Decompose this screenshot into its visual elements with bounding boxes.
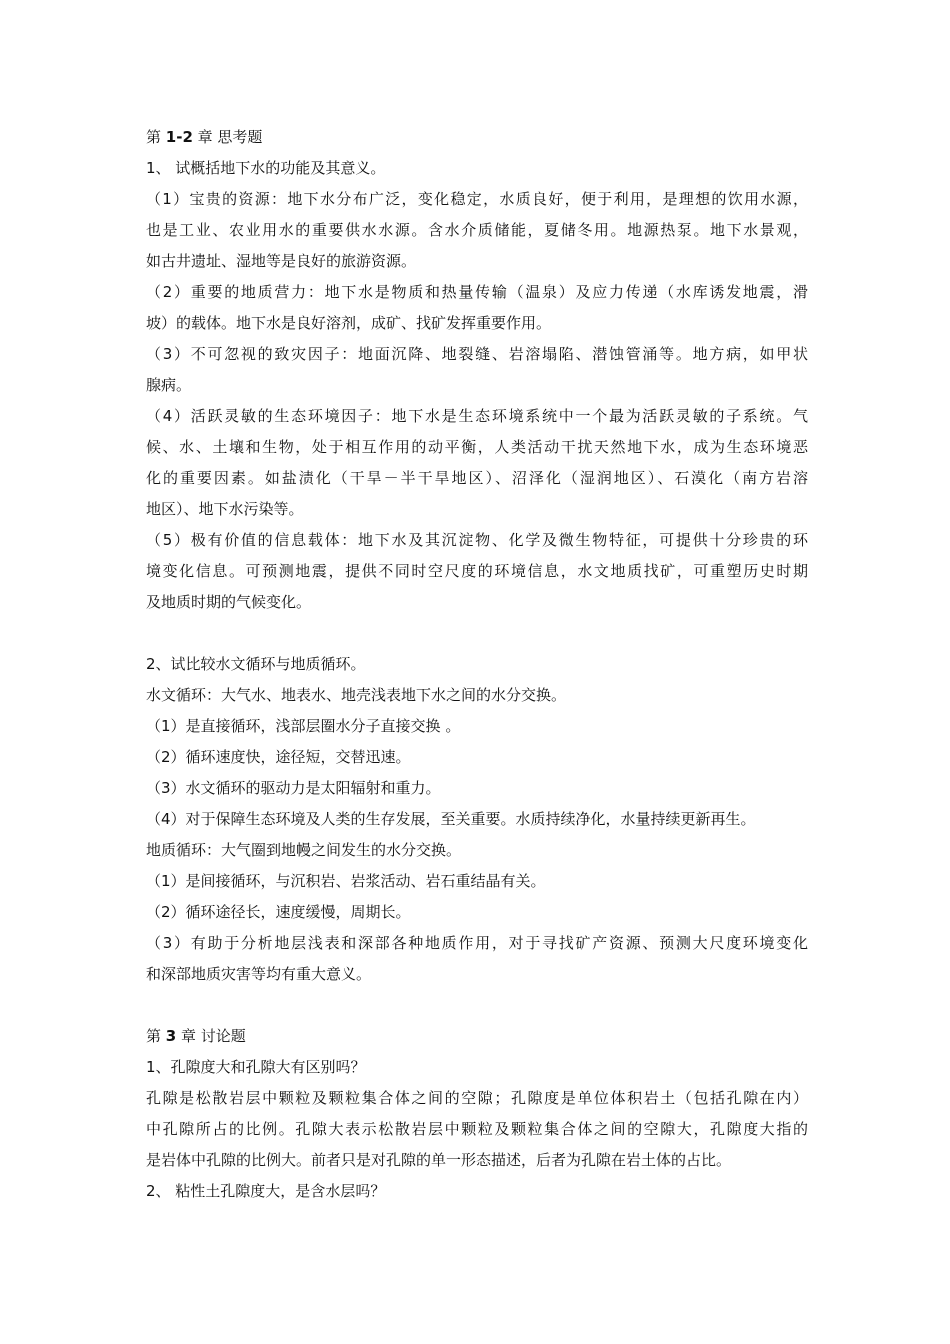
document-page [146,122,808,1207]
list-item: （3）水文循环的驱动力是太阳辐射和重力。 [146,779,441,797]
subheading: 地质循环：大气圈到地幔之间发生的水分交换。 [146,841,462,859]
blank-line [146,990,808,1021]
blank-line [146,618,808,649]
paragraph-line: 境变化信息。可预测地震，提供不同时空尺度的环境信息，水文地质找矿，可重塑历史时期 [146,562,808,580]
paragraph-line: （1）宝贵的资源：地下水分布广泛，变化稳定，水质良好，便于利用，是理想的饮用水源， [146,190,808,208]
list-item: （2）循环速度快，途径短，交替迅速。 [146,748,411,766]
paragraph-line: （4）活跃灵敏的生态环境因子：地下水是生态环境系统中一个最为活跃灵敏的子系统。气 [146,407,808,425]
list-item: （1）是直接循环，浅部层圈水分子直接交换 。 [146,717,461,735]
question: 2、试比较水文循环与地质循环。 [146,655,366,673]
question: 1、孔隙度大和孔隙大有区别吗？ [146,1058,366,1076]
list-item: （4）对于保障生态环境及人类的生存发展，至关重要。水质持续净化，水量持续更新再生。 [146,810,756,828]
paragraph-line: （3）不可忽视的致灾因子：地面沉降、地裂缝、岩溶塌陷、潜蚀管涌等。地方病，如甲状 [146,345,808,363]
paragraph-line: 也是工业、农业用水的重要供水水源。含水介质储能，夏储冬用。地源热泵。地下水景观， [146,221,808,239]
paragraph-line: 坡）的载体。地下水是良好溶剂，成矿、找矿发挥重要作用。 [146,314,552,332]
list-item: （2）循环途径长，速度缓慢，周期长。 [146,903,411,921]
list-item: （1）是间接循环，与沉积岩、岩浆活动、岩石重结晶有关。 [146,872,546,890]
chapter-number: 3 [165,1027,177,1045]
paragraph-line: 候、水、土壤和生物，处于相互作用的动平衡，人类活动干扰天然地下水，成为生态环境恶 [146,438,808,456]
paragraph-line: 孔隙是松散岩层中颗粒及颗粒集合体之间的空隙；孔隙度是单位体积岩土（包括孔隙在内） [146,1089,808,1107]
question: 1、 试概括地下水的功能及其意义。 [146,159,386,177]
subheading: 水文循环：大气水、地表水、地壳浅表地下水之间的水分交换。 [146,686,567,704]
paragraph-line: 中孔隙所占的比例。孔隙大表示松散岩层中颗粒及颗粒集合体之间的空隙大，孔隙度大指的 [146,1120,808,1138]
question: 2、 粘性土孔隙度大，是含水层吗？ [146,1182,386,1200]
list-item: 和深部地质灾害等均有重大意义。 [146,965,372,983]
chapter-number: 1-2 [165,128,193,146]
paragraph-line: （5）极有价值的信息载体：地下水及其沉淀物、化学及微生物特征，可提供十分珍贵的环 [146,531,808,549]
paragraph-line: 地区）、地下水污染等。 [146,500,304,518]
paragraph-line: （2）重要的地质营力：地下水是物质和热量传输（温泉）及应力传递（水库诱发地震，滑 [146,283,808,301]
paragraph-line: 是岩体中孔隙的比例大。前者只是对孔隙的单一形态描述，后者为孔隙在岩土体的占比。 [146,1151,732,1169]
paragraph-line: 腺病。 [146,376,192,394]
paragraph-line: 化的重要因素。如盐渍化（干旱－半干旱地区）、沼泽化（湿润地区）、石漠化（南方岩溶 [146,469,808,487]
chapter-heading: 第 3 章 讨论题 [146,1027,246,1045]
chapter-heading: 第 1-2 章 思考题 [146,128,263,146]
paragraph-line: 及地质时期的气候变化。 [146,593,312,611]
list-item: （3）有助于分析地层浅表和深部各种地质作用，对于寻找矿产资源、预测大尺度环境变化 [146,934,808,952]
paragraph-line: 如古井遗址、湿地等是良好的旅游资源。 [146,252,417,270]
